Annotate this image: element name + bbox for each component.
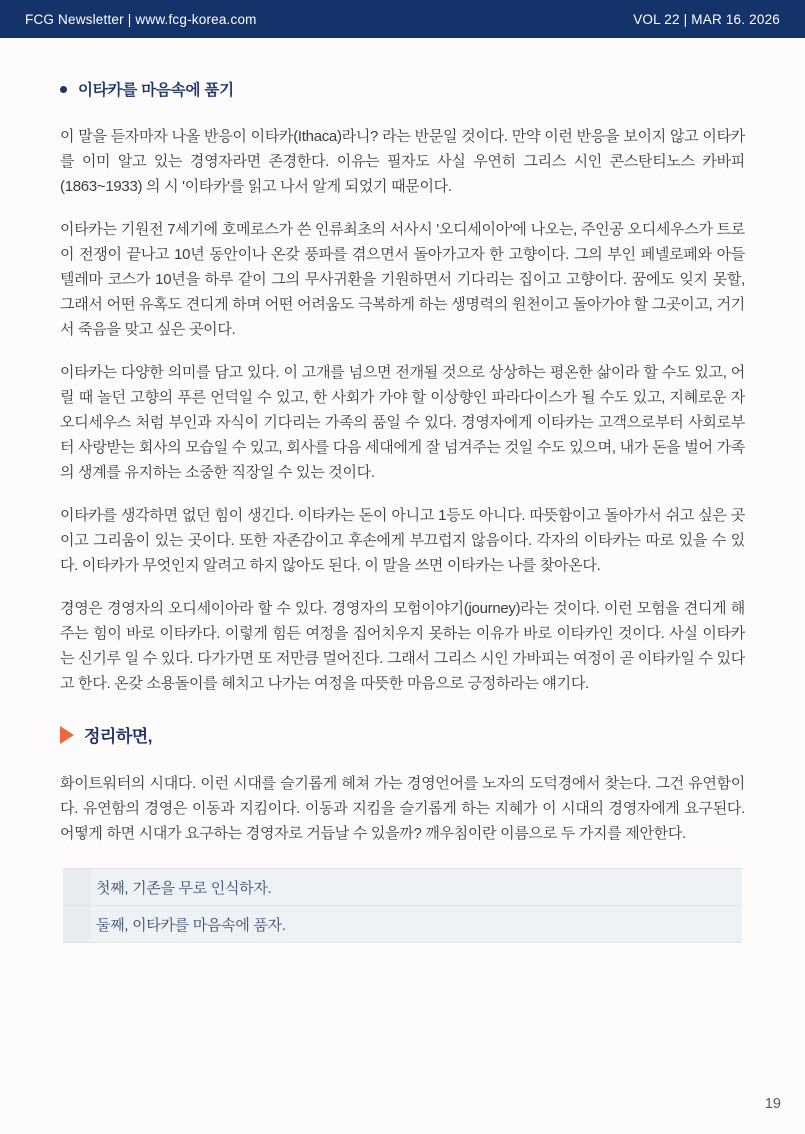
arrow-triangle-icon xyxy=(60,726,74,744)
paragraph: 경영은 경영자의 오디세이아라 할 수 있다. 경영자의 모험이야기(journey)라는 것이다. 이런 모험을 견디게 해주는 힘이 바로 이타카다. 이렇게 힘든 여정을 집어치우지 못하는 이유가 바로 이타카인 것이다. 사실 이타카는 신기루 일 수 있다. 다가가면 또 저만큼 멀어진다. 그래서 그리스 시인 가바피는 여정이 곧 이타카일 수 있다고 한다. 온갖 소용돌이를 헤치고 나가는 여정을 따뜻한 마음으로 긍정하라는 얘기다. xyxy=(60,600,745,692)
newsletter-title: FCG Newsletter | www.fcg-korea.com xyxy=(25,11,257,27)
section-heading-ithaca xyxy=(60,78,745,100)
paragraph: 이타카를 생각하면 없던 힘이 생긴다. 이타카는 돈이 아니고 1등도 아니다. 따뜻함이고 돌아가서 쉬고 싶은 곳이고 그리움이 있는 곳이다. 또한 자존감이고 후손에게 부끄럽지 않음이다. 각자의 이타카는 따로 있을 수 있다. 이타카가 무엇인지 알려고 하지 않아도 된다. 이 말을 쓰면 이타카는 나를 찾아온다. xyxy=(60,507,745,574)
newsletter-header-bar xyxy=(0,0,805,38)
paragraph: 이타카는 기원전 7세기에 호메로스가 쓴 인류최초의 서사시 '오디세이아'에 나오는, 주인공 오디세우스가 트로이 전쟁이 끝나고 10년 동안이나 온갖 풍파를 겪으면서 돌아가고자 한 고향이다. 그의 부인 페넬로페와 아들 텔레마 코스가 10년을 하루 같이 그의 무사귀환을 기원하면서 기다리는 집이고 고향이다. 꿈에도 잊지 못할, 그래서 어떤 유혹도 견디게 하며 어떤 어려움도 극복하게 하는 생명력의 원천이고 돌아가야 할 그곳이고, 거기서 죽음을 맞고 싶은 곳이다. xyxy=(60,221,745,338)
takeaway-list xyxy=(63,868,742,943)
page-number: 19 xyxy=(764,1096,781,1112)
takeaway-text-1: 첫째, 기존을 무로 인식하자. xyxy=(96,879,272,897)
takeaway-row-1 xyxy=(63,869,742,906)
volume-date: VOL 22 | MAR 16. 2026 xyxy=(633,11,780,27)
row-gutter xyxy=(63,906,91,942)
row-gutter xyxy=(63,869,91,905)
bullet-icon xyxy=(60,86,67,93)
paragraph: 이 말을 듣자마자 나올 반응이 이타카(Ithaca)라니? 라는 반문일 것이다. 만약 이런 반응을 보이지 않고 이타카를 이미 알고 있는 경영자라면 존경한다. 이유는 필자도 사실 우연히 그리스 시인 콘스탄티노스 카바피(1863~1933) 의 시 '이타카'를 읽고 나서 알게 되었기 때문이다. xyxy=(60,128,745,195)
takeaway-row-2 xyxy=(63,906,742,943)
section-heading-summary xyxy=(60,722,745,747)
paragraph: 화이트워터의 시대다. 이런 시대를 슬기롭게 헤쳐 가는 경영언어를 노자의 도덕경에서 찾는다. 그건 유연함이다. 유연함의 경영은 이동과 지킴이다. 이동과 지킴을 슬기롭게 하는 지혜가 이 시대의 경영자에게 요구된다. 어떻게 하면 시대가 요구하는 경영자로 거듭날 수 있을까? 깨우침이란 이름으로 두 가지를 제안한다. xyxy=(60,775,745,842)
paragraph: 이타카는 다양한 의미를 담고 있다. 이 고개를 넘으면 전개될 것으로 상상하는 평온한 삶이라 할 수도 있고, 어릴 때 놀던 고향의 푸른 언덕일 수 있고, 한 사회가 가야 할 이상향인 파라다이스가 될 수도 있고, 지혜로운 자 오디세우스 처럼 부인과 자식이 기다리는 가족의 품일 수 있다. 경영자에게 이타카는 고객으로부터 사회로부터 사랑받는 회사의 모습일 수 있고, 회사를 다음 세대에게 잘 넘겨주는 것일 수도 있으며, 내가 돈을 벌어 가족의 생계를 유지하는 소중한 직장일 수 있는 것이다. xyxy=(60,364,745,481)
section-heading-text: 이타카를 마음속에 품기 xyxy=(78,82,234,99)
takeaway-text-2: 둘째, 이타카를 마음속에 품자. xyxy=(96,916,286,934)
summary-heading-text: 정리하면, xyxy=(84,727,152,746)
article-body xyxy=(60,38,745,943)
